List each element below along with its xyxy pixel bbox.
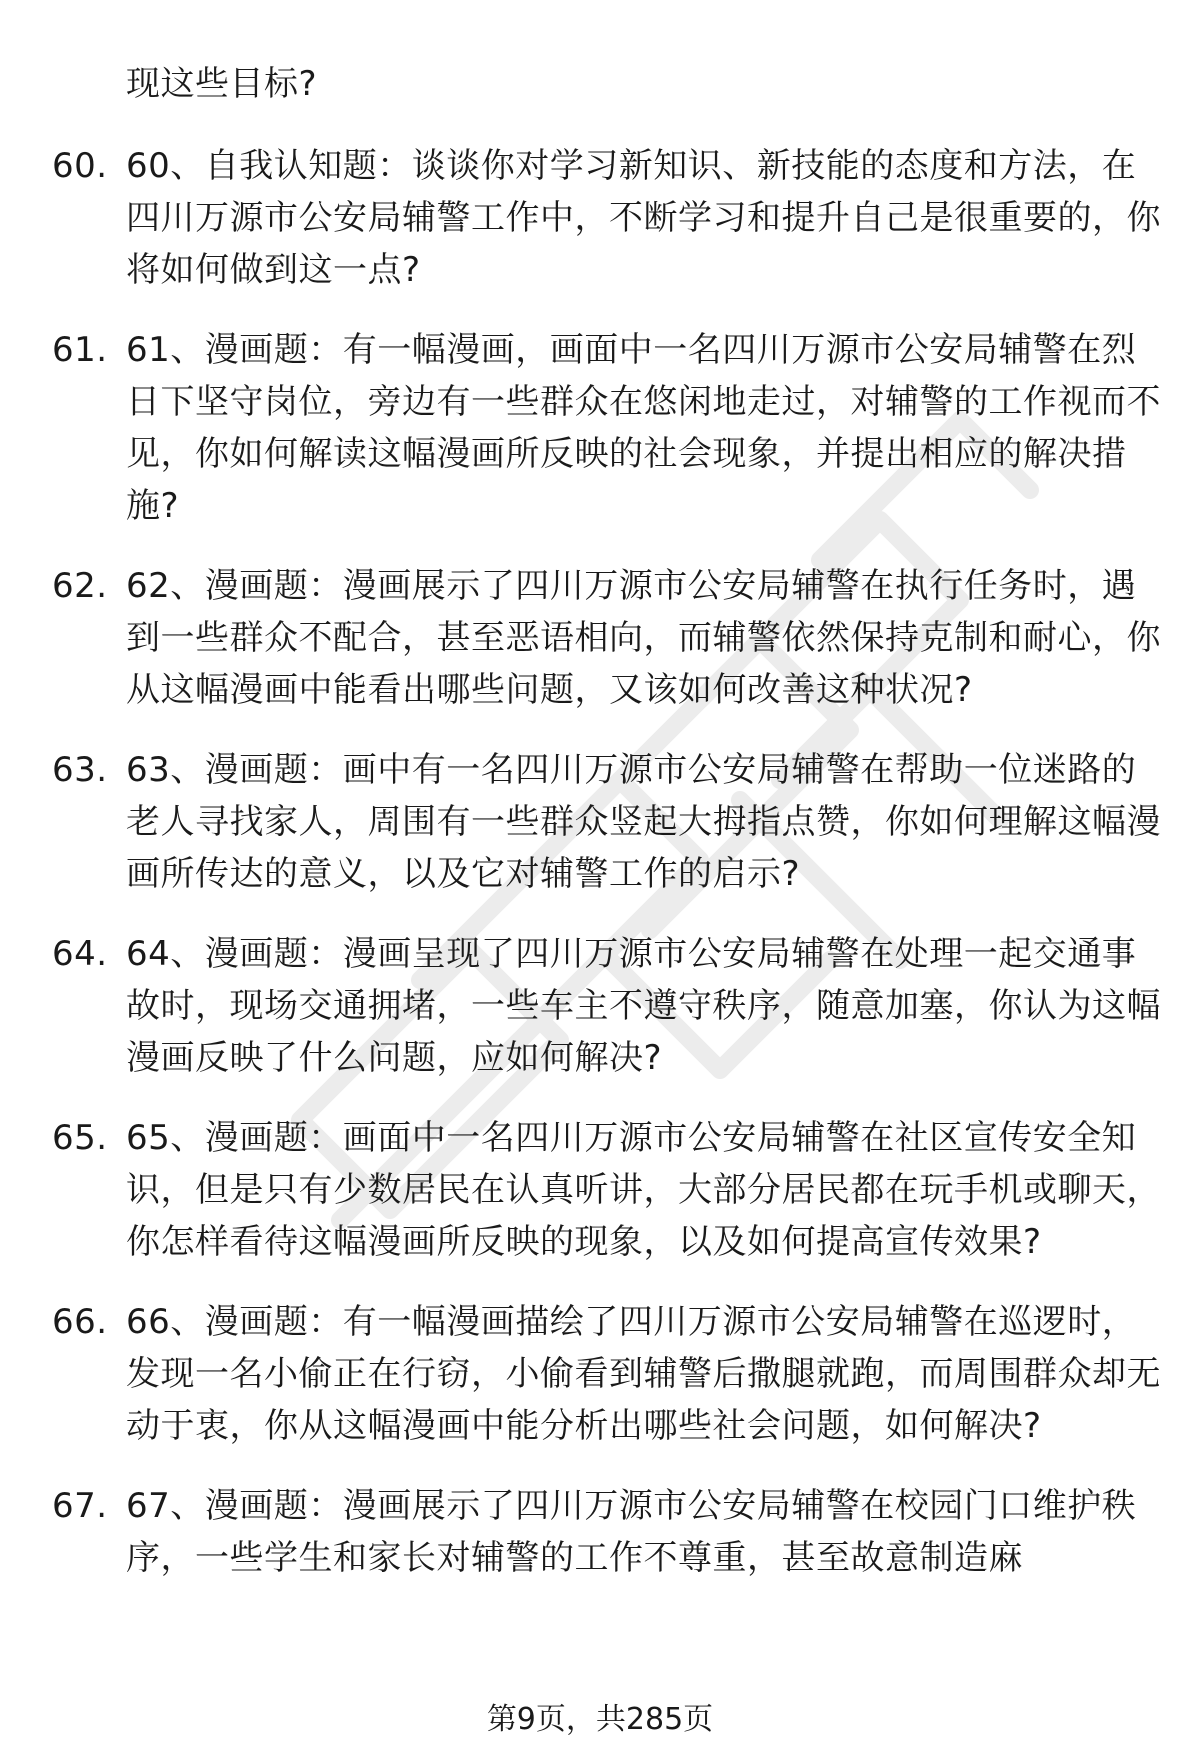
list-item-number: 63. (52, 750, 108, 790)
list-item (52, 1112, 1162, 1268)
list-item-text: 65、漫画题：画面中一名四川万源市公安局辅警在社区宣传安全知识，但是只有少数居民在认真听讲，大部分居民都在玩手机或聊天，你怎样看待这幅漫画所反映的现象，以及如何提高宣传效果? (126, 1118, 1161, 1262)
list-item-number: 62. (52, 566, 108, 606)
list-item (52, 1296, 1162, 1452)
list-item-text: 62、漫画题：漫画展示了四川万源市公安局辅警在执行任务时，遇到一些群众不配合，甚至恶语相向，而辅警依然保持克制和耐心，你从这幅漫画中能看出哪些问题，又该如何改善这种状况? (126, 566, 1161, 710)
page-footer: 第9页，共285页 (486, 1702, 714, 1737)
list-item-text: 66、漫画题：有一幅漫画描绘了四川万源市公安局辅警在巡逻时，发现一名小偷正在行窃，小偷看到辅警后撒腿就跑，而周围群众却无动于衷，你从这幅漫画中能分析出哪些社会问题，如何解决? (126, 1302, 1161, 1446)
list-item-text: 63、漫画题：画中有一名四川万源市公安局辅警在帮助一位迷路的老人寻找家人，周围有一些群众竖起大拇指点赞，你如何理解这幅漫画所传达的意义，以及它对辅警工作的启示? (126, 750, 1161, 894)
list-item (52, 140, 1162, 296)
list-item (52, 560, 1162, 716)
list-item-number: 61. (52, 330, 108, 370)
list-item (52, 744, 1162, 900)
list-item-number: 60. (52, 146, 108, 186)
list-item-text: 67、漫画题：漫画展示了四川万源市公安局辅警在校园门口维护秩序，一些学生和家长对辅警的工作不尊重，甚至故意制造麻 (126, 1486, 1137, 1578)
document-body (52, 58, 1162, 1612)
list-item-text: 60、自我认知题：谈谈你对学习新知识、新技能的态度和方法，在四川万源市公安局辅警工作中，不断学习和提升自己是很重要的，你将如何做到这一点? (126, 146, 1161, 290)
list-item-number: 64. (52, 934, 108, 974)
continued-text: 现这些目标? (126, 64, 318, 104)
list-item (52, 324, 1162, 532)
list-item-number: 66. (52, 1302, 108, 1342)
list-item (52, 1480, 1162, 1584)
list-item (52, 928, 1162, 1084)
list-item-number: 65. (52, 1118, 108, 1158)
list-item-number: 67. (52, 1486, 108, 1526)
list-item-text: 61、漫画题：有一幅漫画，画面中一名四川万源市公安局辅警在烈日下坚守岗位，旁边有一些群众在悠闲地走过，对辅警的工作视而不见，你如何解读这幅漫画所反映的社会现象，并提出相应的解决措施? (126, 330, 1161, 526)
list-item-text: 64、漫画题：漫画呈现了四川万源市公安局辅警在处理一起交通事故时，现场交通拥堵，一些车主不遵守秩序，随意加塞，你认为这幅漫画反映了什么问题，应如何解决? (126, 934, 1161, 1078)
